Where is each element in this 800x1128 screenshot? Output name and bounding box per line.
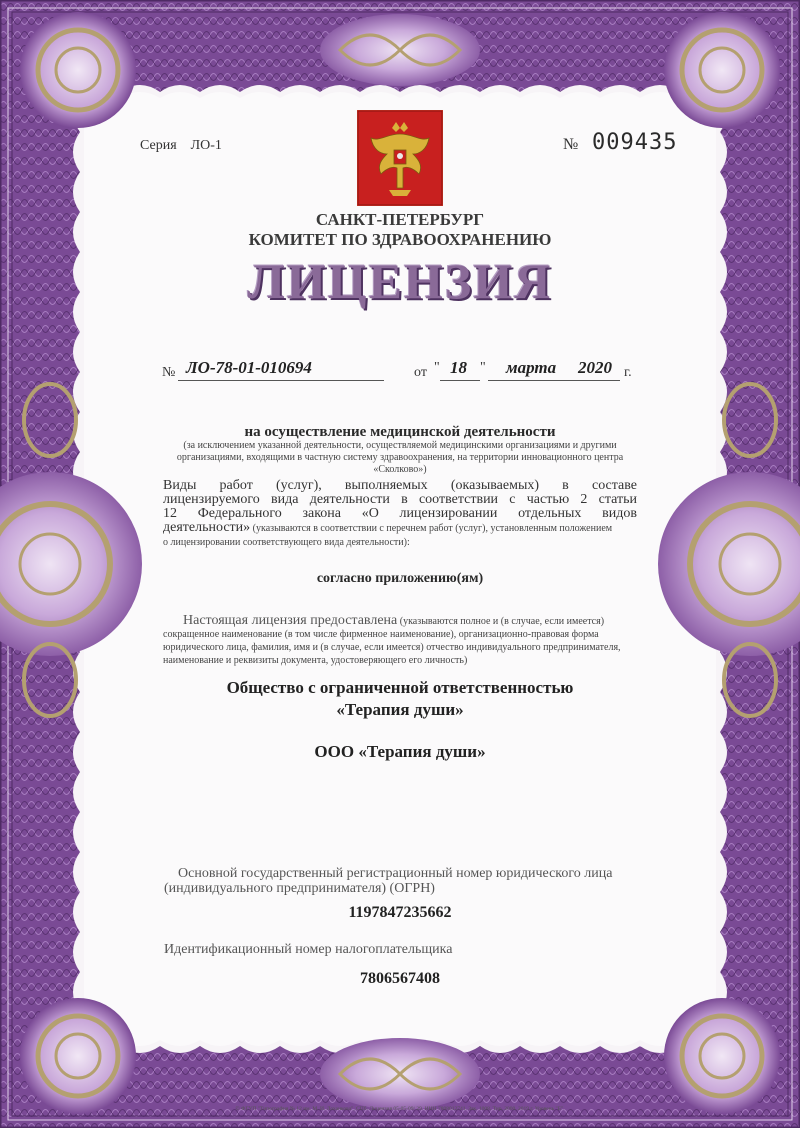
works-line-5-note: о лицензировании соответствующего вида деятельности): [163,537,410,548]
series-line [140,138,222,154]
works-line-1: Виды работ (услуг), выполняемых (оказываемых) в составе [163,478,637,493]
blank-number-sign: № [563,136,579,153]
date-from-label: от [414,365,427,380]
date-month: марта [506,358,557,377]
blank-number: 009435 [592,130,678,155]
corner-ornament [20,12,136,128]
date-month-year-underline [488,380,620,381]
inn-value: 7806567408 [360,970,440,987]
ogrn-label-line-2: (индивидуального предпринимателя) (ОГРН) [164,881,435,896]
date-close-quote: " [480,360,486,375]
licensee-intro-main: Настоящая лицензия предоставлена [183,613,398,628]
bottom-ornament [320,1038,480,1110]
corner-ornament [664,998,780,1114]
activity-note-line-1: (за исключением указанной деятельности, осуществляемой медицинскими организациями и другими [183,440,617,451]
works-line-4 [163,521,637,536]
document-title: ЛИЦЕНЗИЯ [247,253,553,309]
license-number-underline [178,380,384,381]
licensee-intro-line-1 [163,613,637,628]
licensee-full-name-line-1: Общество с ограниченной ответственностью [226,678,574,697]
date-day: 18 [450,358,467,377]
works-line-2: лицензируемого вида деятельности в соответствии с частью 2 статьи [163,492,637,507]
corner-ornament [664,12,780,128]
activity-note [163,440,637,476]
activity-note-line-3: «Сколково») [373,464,427,475]
works-line-4-note: (указываются в соответствии с перечнем работ (услуг), установленным положением [250,523,613,534]
date-open-quote: " [434,360,440,375]
works-line-3: 12 Федерального закона «О лицензировании отдельных видов [163,506,637,521]
date-year-suffix: г. [624,365,632,380]
printer-imprint: © ФГУП "Типография № 12 им. М. И. Лоханкова", СПб. Лицензия 05-05-09/ 29. ИНН 7808012741. Зак. 1008. Тир. 2000. 2019 г. Уровень "Б". [235,1106,565,1112]
series-label: Серия [140,138,177,153]
works-line-4-main: деятельности» [163,520,251,535]
activity-note-line-2: организациями, входящими в частную систему здравоохранения, на территории инновационного центра [176,452,624,463]
licensee-note-line-2: сокращенное наименование (в том числе фирменное наименование), организационно-правовая форма [163,629,599,640]
ogrn-value: 1197847235662 [348,904,452,921]
licensee-full-name-line-2: «Терапия души» [336,700,464,719]
licensee-intro-note: (указываются полное и (в случае, если имеется) [397,616,605,627]
works-value: согласно приложению(ям) [316,571,484,586]
license-number: ЛО-78-01-010694 [186,358,312,377]
date-year: 2020 [578,358,612,377]
licensee-short-name: ООО «Терапия души» [314,742,486,761]
series-value: ЛО-1 [190,138,222,153]
date-day-underline [440,380,480,381]
coat-of-arms-icon [357,110,443,206]
license-number-sign: № [162,365,176,380]
activity-heading: на осуществление медицинской деятельности [244,424,556,440]
licensee-intro [163,613,637,667]
authority-city: САНКТ-ПЕТЕРБУРГ [315,210,485,229]
authority-committee: КОМИТЕТ ПО ЗДРАВООХРАНЕНИЮ [248,230,552,249]
licensee-note-line-3: юридического лица, фамилия, имя и (в случае, если имеется) отчество индивидуального предпринимателя, [163,642,621,653]
licensee-note-line-4: наименование и реквизиты документа, удостоверяющего его личность) [163,655,468,666]
corner-ornament [20,998,136,1114]
inn-label: Идентификационный номер налогоплательщика [164,942,453,957]
ogrn-label-line-1: Основной государственный регистрационный номер юридического лица [178,866,613,881]
top-ornament [320,14,480,86]
works-paragraph [163,479,637,550]
